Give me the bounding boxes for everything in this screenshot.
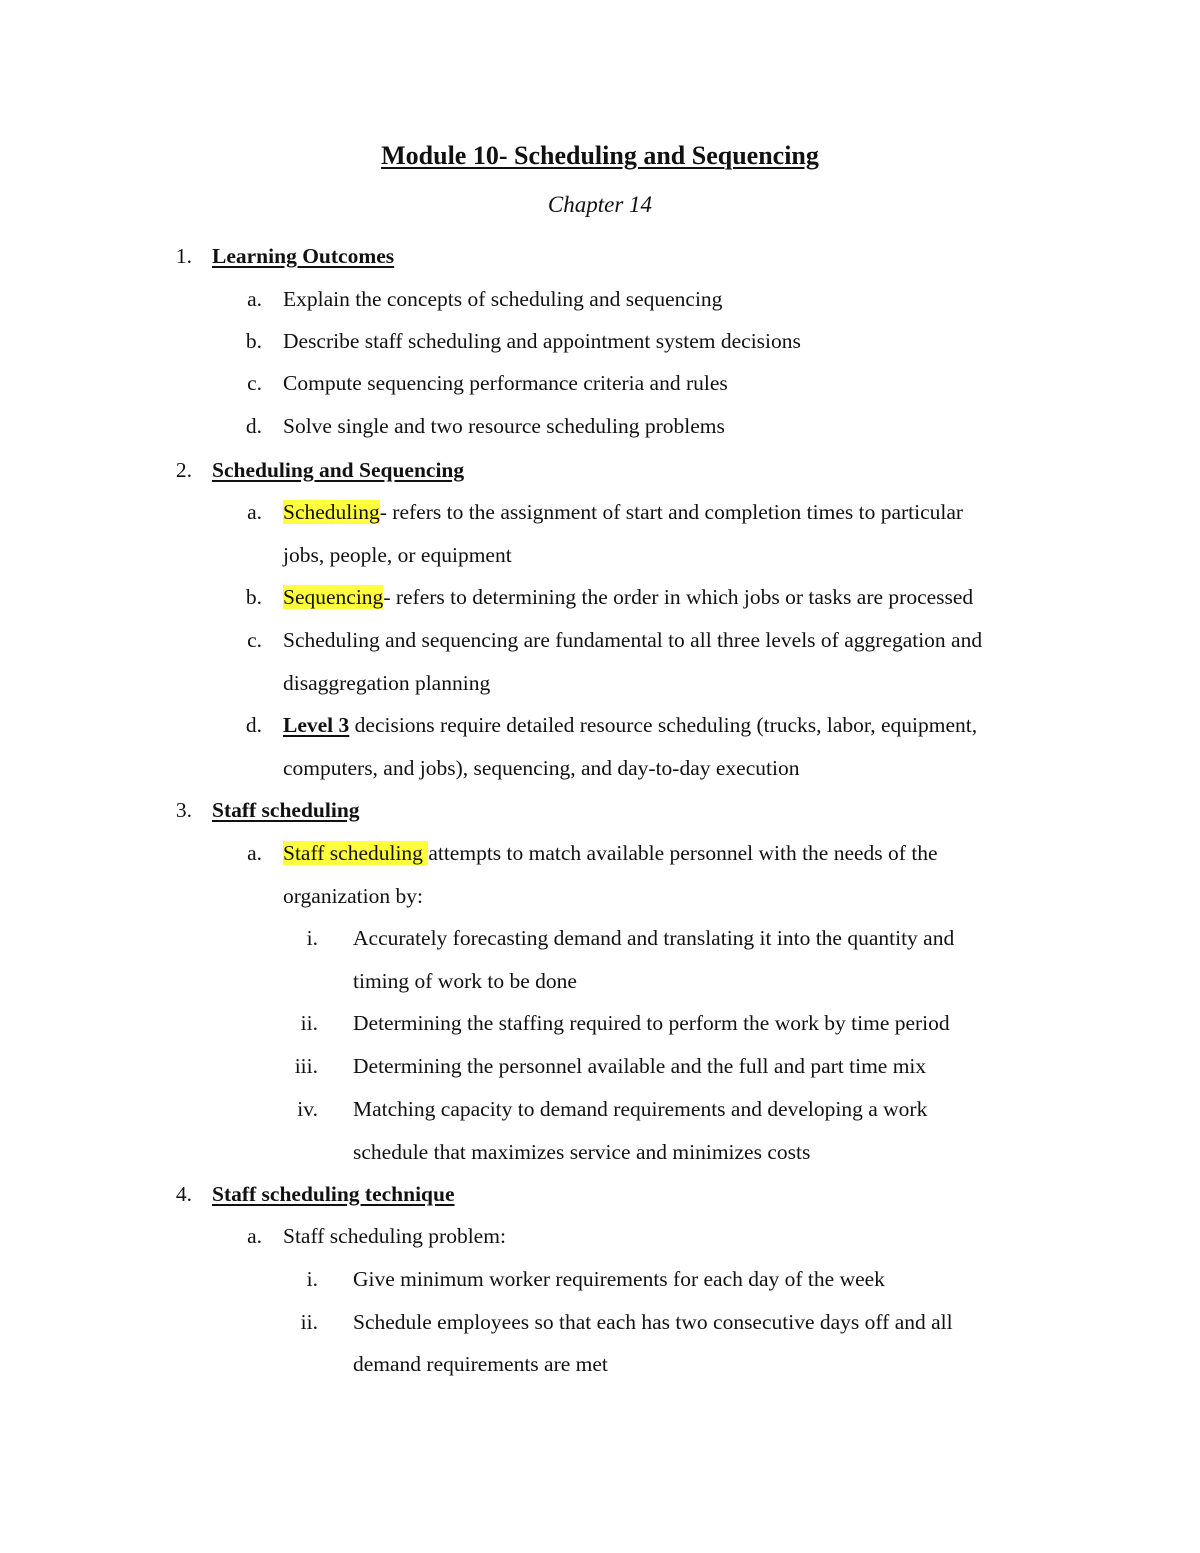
item-text: Solve single and two resource scheduling problems bbox=[283, 414, 725, 438]
document-title: Module 10- Scheduling and Sequencing bbox=[381, 141, 819, 170]
item-text: jobs, people, or equipment bbox=[283, 543, 512, 567]
subitem-text: Matching capacity to demand requirements and developing a work bbox=[353, 1097, 928, 1121]
item-text bbox=[283, 838, 938, 868]
subitem-marker: ii. bbox=[300, 1011, 318, 1035]
highlighted-term: Staff scheduling bbox=[283, 841, 429, 865]
item-marker: d. bbox=[245, 713, 262, 737]
item-text-rest: - refers to the assignment of start and completion times to particular bbox=[379, 500, 964, 524]
item-marker: d. bbox=[245, 414, 262, 438]
item-text: Describe staff scheduling and appointment system decisions bbox=[283, 329, 801, 353]
subitem-text: schedule that maximizes service and minimizes costs bbox=[353, 1140, 811, 1164]
section-heading: Scheduling and Sequencing bbox=[212, 458, 465, 482]
item-marker: b. bbox=[245, 329, 262, 353]
item-text: organization by: bbox=[283, 884, 423, 908]
item-text bbox=[283, 582, 973, 612]
item-marker: a. bbox=[247, 287, 262, 311]
chapter-subtitle: Chapter 14 bbox=[547, 192, 653, 217]
item-text bbox=[283, 710, 977, 740]
bold-term: Level 3 bbox=[283, 713, 350, 737]
subitem-marker: iv. bbox=[297, 1097, 318, 1121]
item-marker: a. bbox=[247, 500, 262, 524]
subitem-marker: iii. bbox=[294, 1054, 318, 1078]
item-text-rest: - refers to determining the order in which jobs or tasks are processed bbox=[383, 585, 974, 609]
subitem-text: demand requirements are met bbox=[353, 1352, 608, 1376]
subitem-text: Determining the personnel available and the full and part time mix bbox=[353, 1054, 927, 1078]
item-marker: b. bbox=[245, 585, 262, 609]
subitem-text: Determining the staffing required to perform the work by time period bbox=[353, 1011, 950, 1035]
subitem-marker: i. bbox=[306, 926, 318, 950]
subitem-text: Schedule employees so that each has two consecutive days off and all bbox=[353, 1310, 953, 1334]
item-marker: c. bbox=[247, 628, 262, 652]
subitem-marker: ii. bbox=[300, 1310, 318, 1334]
section-number: 1. bbox=[175, 244, 192, 268]
item-text-rest: attempts to match available personnel with the needs of the bbox=[428, 841, 938, 865]
item-text-rest: decisions require detailed resource scheduling (trucks, labor, equipment, bbox=[349, 713, 978, 737]
section-heading: Staff scheduling bbox=[212, 798, 360, 822]
subitem-text: Accurately forecasting demand and translating it into the quantity and bbox=[353, 926, 955, 950]
item-text: computers, and jobs), sequencing, and day-to-day execution bbox=[283, 756, 800, 780]
item-text: Scheduling and sequencing are fundamental to all three levels of aggregation and bbox=[283, 628, 983, 652]
item-text: Compute sequencing performance criteria and rules bbox=[283, 371, 728, 395]
item-marker: a. bbox=[247, 841, 262, 865]
highlighted-term: Sequencing bbox=[283, 585, 384, 609]
item-text: disaggregation planning bbox=[283, 671, 491, 695]
section-number: 4. bbox=[175, 1182, 192, 1206]
item-text bbox=[283, 497, 963, 527]
section-number: 3. bbox=[175, 798, 192, 822]
subitem-marker: i. bbox=[306, 1267, 318, 1291]
highlighted-term: Scheduling bbox=[283, 500, 380, 524]
section-number: 2. bbox=[175, 458, 192, 482]
item-text: Staff scheduling problem: bbox=[283, 1224, 506, 1248]
section-heading: Learning Outcomes bbox=[212, 244, 395, 268]
section-heading: Staff scheduling technique bbox=[212, 1182, 455, 1206]
subitem-text: Give minimum worker requirements for each day of the week bbox=[353, 1267, 885, 1291]
item-marker: a. bbox=[247, 1224, 262, 1248]
item-text: Explain the concepts of scheduling and sequencing bbox=[283, 287, 723, 311]
subitem-text: timing of work to be done bbox=[353, 969, 577, 993]
item-marker: c. bbox=[247, 371, 262, 395]
